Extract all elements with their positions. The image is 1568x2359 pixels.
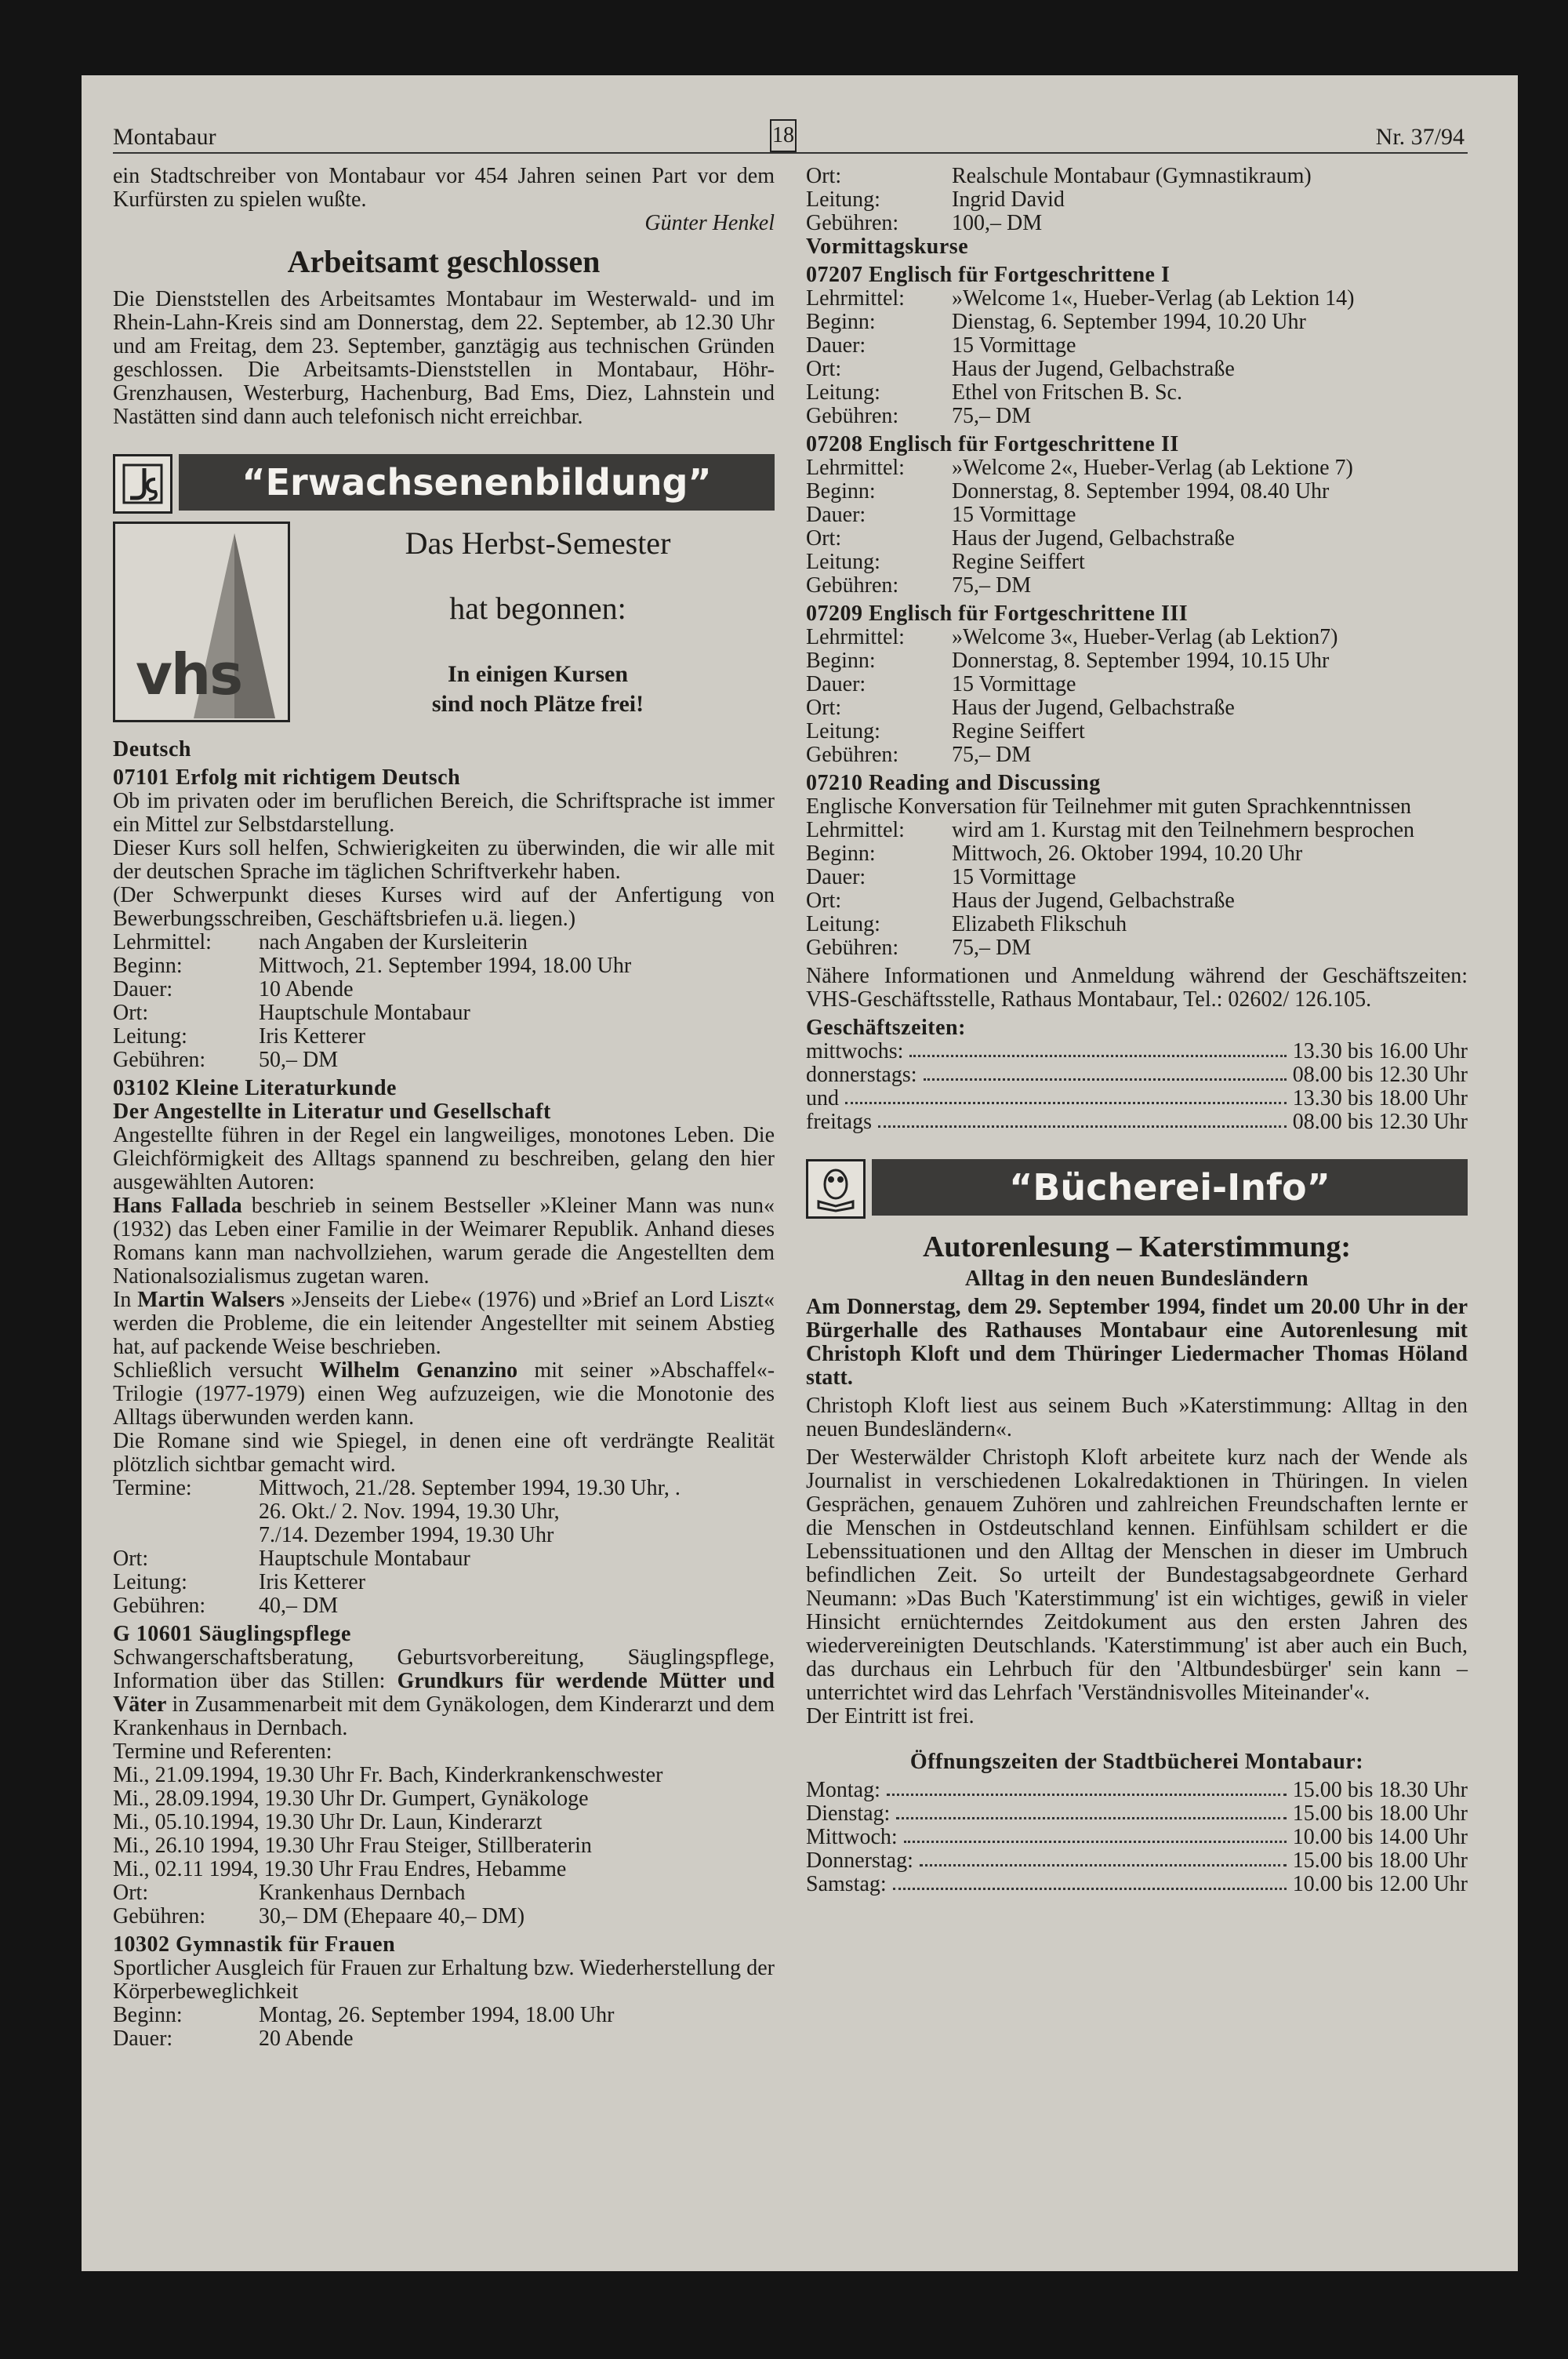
intro-text: ein Stadtschreiber von Montabaur vor 454 Jahren seinen Part vor dem Kurfürsten zu spielen wußte. [113, 164, 775, 212]
info-key: Gebühren: [113, 1048, 206, 1072]
course-07101-p3: (Der Schwerpunkt dieses Kurses wird auf der Anfertigung von Bewerbungsschreiben, Geschäftsbriefen u.ä. liegen.) [113, 883, 775, 931]
info-value: Haus der Jugend, Gelbachstraße [952, 696, 1235, 720]
course-07208-info [806, 456, 1468, 598]
info-value: 15 Vormittage [952, 865, 1076, 889]
issue-number: Nr. 37/94 [1375, 124, 1465, 150]
info-key: Leitung: [806, 719, 880, 743]
course-07207-title: 07207 Englisch für Fortgeschrittene I [806, 263, 1171, 287]
info-value: Dienstag, 6. September 1994, 10.20 Uhr [952, 310, 1306, 334]
info-value: Elizabeth Flikschuh [952, 912, 1127, 936]
info-key: Lehrmittel: [806, 286, 905, 311]
course-03102-p1: Angestellte führen in der Regel ein langweiliges, monotones Leben. Die Gleichförmigkeit des Alltags spannend zu beschreiben, gelang den hier ausgewählten Autoren: [113, 1123, 775, 1194]
info-value: 26. Okt./ 2. Nov. 1994, 19.30 Uhr, [259, 1499, 560, 1524]
author-name: Wilhelm Genanzino [319, 1358, 518, 1383]
library-hours-title: Öffnungszeiten der Stadtbücherei Montabaur: [909, 1750, 1364, 1774]
hours-time: 08.00 bis 12.30 Uhr [1292, 1063, 1468, 1087]
course-10302-p1: Sportlicher Ausgleich für Frauen zur Erhaltung bzw. Wiederherstellung der Körperbeweglichkeit [113, 1956, 775, 2004]
course-10302-info [113, 2004, 775, 2051]
course-g10601-title: G 10601 Säuglingspflege [113, 1622, 351, 1646]
info-key: Lehrmittel: [113, 930, 212, 954]
owl-book-icon [806, 1159, 866, 1219]
list-item: Mi., 05.10.1994, 19.30 Uhr Dr. Laun, Kinderarzt [113, 1810, 543, 1834]
info-value: Mittwoch, 21./28. September 1994, 19.30 Uhr, . [259, 1476, 681, 1500]
arbeitsamt-text: Die Dienststellen des Arbeitsamtes Montabaur im Westerwald- und im Rhein-Lahn-Kreis sind am Donnerstag, dem 22. September, ab 12.30 Uhr und am Freitag, dem 23. September, ganztägig aus technischen Gründen geschlossen. Die Arbeitsamts-Dienststellen in Montabaur, Höhr-Grenzhausen, Westerburg, Hachenburg, Bad Ems, Diez, Lahnstein und Nastätten sind dann auch telefonisch nicht erreichbar. [113, 287, 775, 429]
office-hours [806, 1040, 1468, 1134]
hours-time: 08.00 bis 12.30 Uhr [1292, 1110, 1468, 1134]
paragraph-text: Schwangerschaftsberatung, Geburtsvorbereitung, Säuglingspflege, Information über das Stillen: [113, 1645, 775, 1693]
course-10302-title: 10302 Gymnastik für Frauen [113, 1932, 396, 1957]
info-value: 10 Abende [259, 977, 354, 1001]
course-03102-p4 [113, 1359, 775, 1430]
info-value: Iris Ketterer [259, 1024, 366, 1049]
lesung-p1: Christoph Kloft liest aus seinem Buch »Katerstimmung: Alltag in den neuen Bundesländern«. [806, 1394, 1468, 1441]
hours-time: 10.00 bis 12.00 Uhr [1292, 1872, 1468, 1896]
top-info [806, 165, 1468, 235]
list-item: Mi., 02.11 1994, 19.30 Uhr Frau Endres, Hebamme [113, 1857, 567, 1881]
banner-title: “Bücherei-Info” [872, 1159, 1468, 1216]
left-column [113, 165, 775, 2051]
info-value: Donnerstag, 8. September 1994, 08.40 Uhr [952, 479, 1330, 503]
info-key: Ort: [806, 164, 842, 188]
info-value: 75,– DM [952, 743, 1032, 767]
info-value: Regine Seiffert [952, 719, 1085, 743]
hours-time: 15.00 bis 18.00 Uhr [1292, 1801, 1468, 1826]
course-03102-p2 [113, 1194, 775, 1289]
semester-line-3: In einigen Kursen [447, 661, 629, 687]
info-key: Dauer: [806, 503, 866, 527]
info-value: Iris Ketterer [259, 1570, 366, 1594]
course-07208-title: 07208 Englisch für Fortgeschrittene II [806, 432, 1179, 456]
lesung-subheading: Alltag in den neuen Bundesländern [964, 1267, 1309, 1291]
info-value: 100,– DM [952, 211, 1043, 235]
hours-time: 15.00 bis 18.30 Uhr [1292, 1778, 1468, 1802]
course-07209-title: 07209 Englisch für Fortgeschrittene III [806, 602, 1189, 626]
paragraph-text: In [113, 1288, 138, 1312]
info-key: Leitung: [113, 1570, 187, 1594]
info-value: Hauptschule Montabaur [259, 1547, 470, 1571]
info-value: 30,– DM (Ehepaare 40,– DM) [259, 1904, 525, 1928]
hours-day: Mittwoch: [806, 1825, 898, 1849]
info-key: Lehrmittel: [806, 625, 905, 649]
info-key: Ort: [806, 357, 842, 381]
vhs-small-logo-icon [113, 454, 172, 514]
vhs-logo [113, 522, 290, 722]
course-g10601-dates [113, 1764, 775, 1881]
info-key: Ort: [113, 1881, 149, 1905]
info-key: Beginn: [806, 841, 876, 866]
lesung-lead: Am Donnerstag, dem 29. September 1994, findet um 20.00 Uhr in der Bürgerhalle des Rathauses Montabaur eine Autorenlesung mit Christoph Kloft und dem Thüringer Liedermacher Thomas Höland statt. [806, 1295, 1468, 1390]
info-key: Termine: [113, 1476, 192, 1500]
course-g10601-info [113, 1881, 775, 1928]
arbeitsamt-heading: Arbeitsamt geschlossen [287, 244, 601, 279]
info-key: Leitung: [806, 912, 880, 936]
hours-time: 13.30 bis 16.00 Uhr [1292, 1039, 1468, 1063]
lesung-heading: Autorenlesung – Katerstimmung: [922, 1230, 1352, 1263]
logo-text: vhs [136, 642, 242, 707]
info-key: Gebühren: [806, 573, 899, 598]
list-item: Mi., 26.10 1994, 19.30 Uhr Frau Steiger, Stillberaterin [113, 1834, 592, 1858]
author-name: Martin Walsers [137, 1288, 285, 1312]
paragraph-text: beschrieb in seinem Bestseller »Kleiner Mann was nun« (1932) das Leben einer Familie in der Weimarer Republik. Anhand dieses Romans kann man nachvollziehen, warum gerade die Angestellten dem Nationalsozialismus zugetan waren. [113, 1194, 775, 1289]
author-name: Hans Fallada [113, 1194, 242, 1218]
course-07207-info [806, 287, 1468, 428]
info-value: Donnerstag, 8. September 1994, 10.15 Uhr [952, 649, 1330, 673]
info-key: Lehrmittel: [806, 456, 905, 480]
info-key: Beginn: [806, 479, 876, 503]
semester-line-4: sind noch Plätze frei! [431, 691, 644, 717]
course-g10601-p1 [113, 1646, 775, 1740]
info-value: Ingrid David [952, 187, 1065, 212]
page-number: 18 [770, 119, 797, 152]
author: Günter Henkel [644, 211, 775, 235]
semester-line-2: hat begonnen: [449, 591, 626, 626]
course-g10601-p2: Termine und Referenten: [113, 1739, 332, 1764]
info-value: 15 Vormittage [952, 333, 1076, 358]
banner-title: “Erwachsenenbildung” [179, 454, 775, 511]
course-07210-p1: Englische Konversation für Teilnehmer mit guten Sprachkenntnissen [806, 794, 1412, 819]
info-key: Gebühren: [113, 1594, 206, 1618]
info-value: 15 Vormittage [952, 672, 1076, 696]
lesung-p2: Der Westerwälder Christoph Kloft arbeitete kurz nach der Wende als Journalist in verschiedenen Lokalredaktionen in Thüringen. In vielen Gesprächen, genauem Zuhören und zahlreichen Freundschaften lernte er die Menschen in Ostdeutschland kennen. Einfühlsam schildert er die Lebenssituationen und den Alltag der Menschen in dieser im Umbruch befindlichen Zeit. So urteilt der Bundestagsabgeordnete Gerhard Neumann: »Das Buch 'Katerstimmung' ist ein wichtiges, gewiß in vieler Hinsicht ernüchterndes Zeitdokument aus den ersten Jahren des wiedervereinigten Deutschlands. 'Katerstimmung' ist aber auch ein Buch, das durchaus ein Lehrbuch für den 'Altbundesbürger' sein kann – unterrichtet wird das Lehrfach 'Verständnisvolles Miteinander'«. [806, 1445, 1468, 1705]
hours-day: und [806, 1086, 839, 1110]
info-key: Ort: [113, 1547, 149, 1571]
course-03102-p3 [113, 1289, 775, 1359]
info-key: Lehrmittel: [806, 818, 905, 842]
list-item: Mi., 21.09.1994, 19.30 Uhr Fr. Bach, Kinderkrankenschwester [113, 1763, 663, 1787]
course-07101-p1: Ob im privaten oder im beruflichen Bereich, die Schriftsprache ist immer ein Mittel zur Selbstdarstellung. [113, 789, 775, 837]
right-column [806, 165, 1468, 1896]
buecherei-banner [806, 1159, 1468, 1216]
hours-day: Montag: [806, 1778, 880, 1802]
course-07101-title: 07101 Erfolg mit richtigem Deutsch [113, 765, 461, 790]
hours-day: donnerstags: [806, 1063, 917, 1087]
info-value: wird am 1. Kurstag mit den Teilnehmern besprochen [952, 818, 1415, 842]
info-value: Regine Seiffert [952, 550, 1085, 574]
info-key: Gebühren: [806, 404, 899, 428]
info-key: Leitung: [806, 550, 880, 574]
course-07210-info [806, 842, 1468, 960]
course-07101-p2: Dieser Kurs soll helfen, Schwierigkeiten zu überwinden, die wir alle mit der deutschen Sprache im täglichen Schriftverkehr haben. [113, 836, 775, 884]
header-rule [113, 152, 1468, 154]
course-03102-info [113, 1547, 775, 1618]
info-value: Hauptschule Montabaur [259, 1001, 470, 1025]
info-key: Gebühren: [113, 1904, 206, 1928]
info-value: Haus der Jugend, Gelbachstraße [952, 889, 1235, 913]
office-hours-title: Geschäftszeiten: [806, 1016, 966, 1040]
hours-day: Samstag: [806, 1872, 887, 1896]
info-value: nach Angaben der Kursleiterin [259, 930, 528, 954]
contact-info: Nähere Informationen und Anmeldung während der Geschäftszeiten: VHS-Geschäftsstelle, Rathaus Montabaur, Tel.: 02602/ 126.105. [806, 964, 1468, 1012]
info-key: Dauer: [806, 333, 866, 358]
info-key: Dauer: [113, 2026, 173, 2051]
info-key: Beginn: [806, 310, 876, 334]
info-key: Gebühren: [806, 211, 899, 235]
info-key: Leitung: [113, 1024, 187, 1049]
header-town: Montabaur [113, 124, 216, 150]
hours-day: Donnerstag: [806, 1848, 913, 1873]
section-vormittag: Vormittagskurse [806, 234, 969, 259]
course-07101-info [113, 931, 775, 1072]
course-03102-title: 03102 Kleine Literaturkunde [113, 1076, 397, 1100]
hours-day: Dienstag: [806, 1801, 891, 1826]
info-key: Gebühren: [806, 743, 899, 767]
info-value: Montag, 26. September 1994, 18.00 Uhr [259, 2003, 615, 2027]
paragraph-text: in Zusammenarbeit mit dem Gynäkologen, dem Kinderarzt und dem Krankenhaus in Dernbach. [113, 1692, 775, 1740]
info-value: Krankenhaus Dernbach [259, 1881, 466, 1905]
section-deutsch: Deutsch [113, 737, 191, 761]
paragraph-text: mit seiner »Abschaffel«- Trilogie (1977-1979) einen Weg aufzuzeigen, wie die Monotonie des Alltags überwunden werden kann. [113, 1358, 775, 1430]
page-header [113, 119, 1468, 152]
info-key: Beginn: [113, 2003, 183, 2027]
info-value: 7./14. Dezember 1994, 19.30 Uhr [259, 1523, 554, 1547]
lesung-p3: Der Eintritt ist frei. [806, 1704, 975, 1728]
info-key: Gebühren: [806, 936, 899, 960]
course-07210-title: 07210 Reading and Discussing [806, 771, 1101, 795]
semester-block [113, 522, 775, 727]
info-key: Ort: [113, 1001, 149, 1025]
hours-day: mittwochs: [806, 1039, 904, 1063]
course-07210-lehrmittel [806, 819, 1468, 842]
emphasis-text: Grundkurs für werdende Mütter und Väter [113, 1669, 775, 1717]
info-key: Dauer: [113, 977, 173, 1001]
info-value: 15 Vormittage [952, 503, 1076, 527]
info-value: 40,– DM [259, 1594, 339, 1618]
info-value: 75,– DM [952, 404, 1032, 428]
semester-line-1: Das Herbst-Semester [405, 525, 671, 561]
info-value: Ethel von Fritschen B. Sc. [952, 380, 1182, 405]
library-hours [806, 1779, 1468, 1896]
paragraph-text: Schließlich versucht [113, 1358, 320, 1383]
course-03102-termine [113, 1477, 775, 1547]
info-value: 75,– DM [952, 573, 1032, 598]
info-value: »Welcome 3«, Hueber-Verlag (ab Lektion7) [952, 625, 1338, 649]
info-key: Dauer: [806, 672, 866, 696]
info-key: Leitung: [806, 380, 880, 405]
hours-time: 13.30 bis 18.00 Uhr [1292, 1086, 1468, 1110]
info-value: »Welcome 2«, Hueber-Verlag (ab Lektione 7) [952, 456, 1353, 480]
hours-time: 10.00 bis 14.00 Uhr [1292, 1825, 1468, 1849]
info-key: Ort: [806, 889, 842, 913]
course-07209-info [806, 626, 1468, 767]
info-value: Realschule Montabaur (Gymnastikraum) [952, 164, 1312, 188]
info-key: Beginn: [806, 649, 876, 673]
info-key: Beginn: [113, 954, 183, 978]
hours-day: freitags [806, 1110, 872, 1134]
course-03102-p5: Die Romane sind wie Spiegel, in denen eine oft verdrängte Realität plötzlich sichtbar gemacht wird. [113, 1429, 775, 1477]
info-key: Dauer: [806, 865, 866, 889]
info-value: Haus der Jugend, Gelbachstraße [952, 357, 1235, 381]
info-value: Mittwoch, 26. Oktober 1994, 10.20 Uhr [952, 841, 1303, 866]
info-key: Ort: [806, 696, 842, 720]
info-value: 75,– DM [952, 936, 1032, 960]
info-value: 50,– DM [259, 1048, 339, 1072]
course-03102-subtitle: Der Angestellte in Literatur und Gesellschaft [113, 1100, 551, 1124]
paragraph-text: »Jenseits der Liebe« (1976) und »Brief an Lord Liszt« werden die Probleme, die ein leitender Angestellter mit seinem Abstieg hat, auf packende Weise beschrieben. [113, 1288, 775, 1359]
info-key: Leitung: [806, 187, 880, 212]
erwachsenenbildung-banner [113, 454, 775, 511]
info-value: 20 Abende [259, 2026, 354, 2051]
list-item: Mi., 28.09.1994, 19.30 Uhr Dr. Gumpert, Gynäkologe [113, 1787, 589, 1811]
hours-time: 15.00 bis 18.00 Uhr [1292, 1848, 1468, 1873]
info-key: Ort: [806, 526, 842, 551]
info-value: Mittwoch, 21. September 1994, 18.00 Uhr [259, 954, 632, 978]
info-value: »Welcome 1«, Hueber-Verlag (ab Lektion 14) [952, 286, 1355, 311]
info-value: Haus der Jugend, Gelbachstraße [952, 526, 1235, 551]
